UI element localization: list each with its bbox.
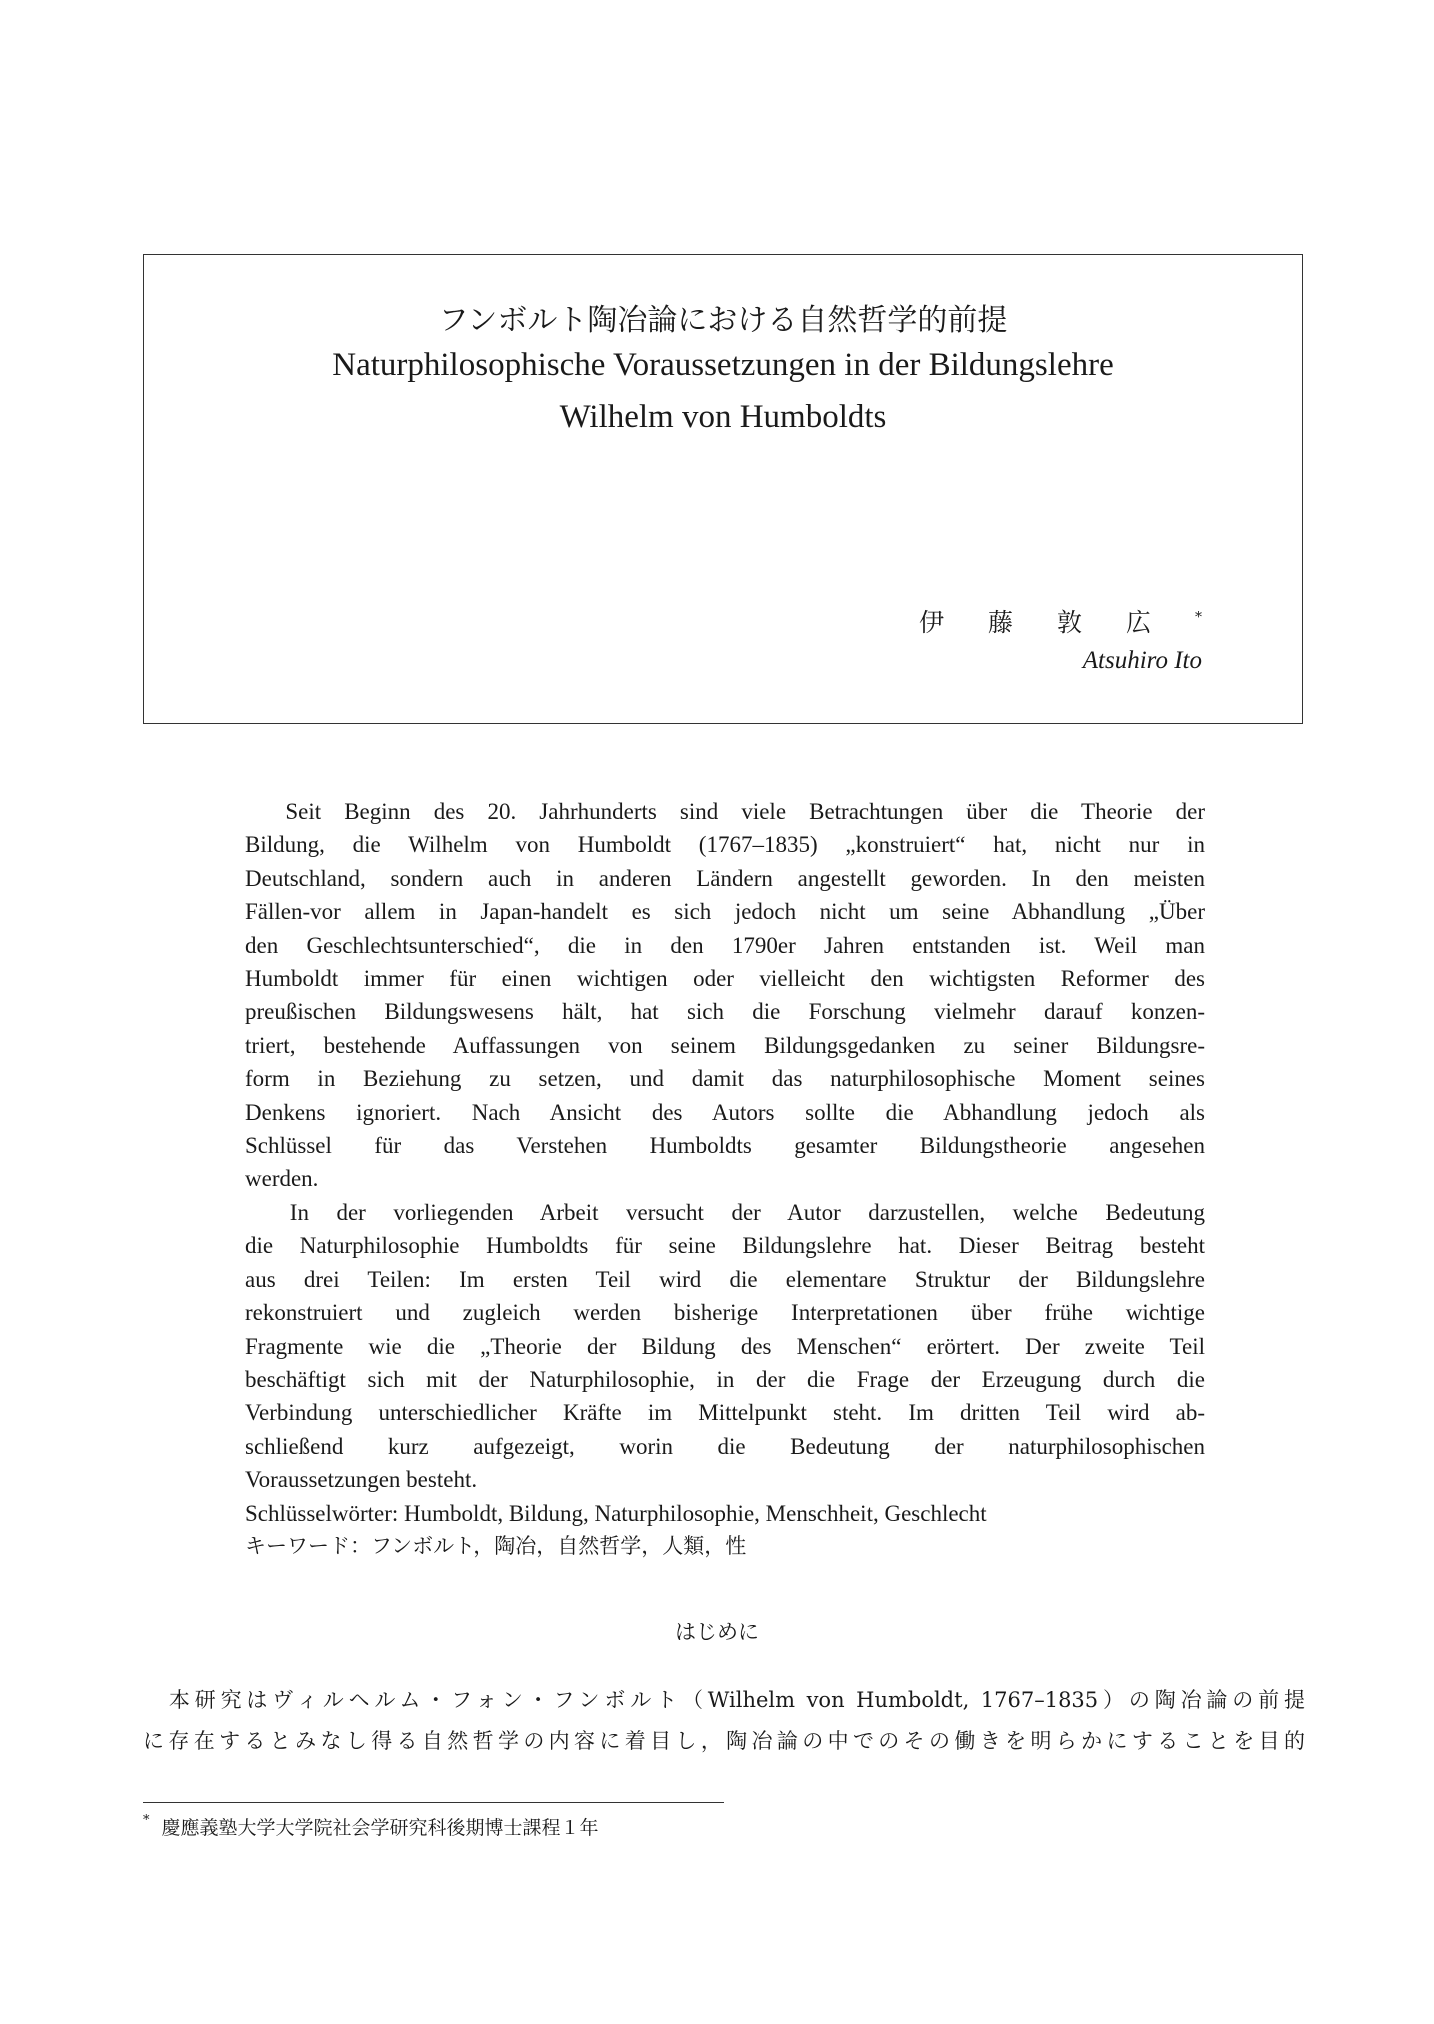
abstract-line: Seit Beginn des 20. Jahrhunderts sind viele Betrachtungen über die Theorie der <box>245 799 1205 824</box>
abstract-line: Schlüssel für das Verstehen Humboldts gesamter Bildungstheorie angesehen <box>245 1133 1205 1159</box>
body-text <box>143 1680 1305 1762</box>
abstract-line: die Naturphilosophie Humboldts für seine Bildungslehre hat. Dieser Beitrag besteht <box>245 1233 1205 1259</box>
abstract-line: beschäftigt sich mit der Naturphilosophie, in der die Frage der Erzeugung durch die <box>245 1366 1205 1392</box>
keywords-german: Schlüsselwörter: Humboldt, Bildung, Naturphilosophie, Menschheit, Geschlecht <box>245 1500 987 1526</box>
title-box <box>143 254 1303 724</box>
abstract <box>245 795 1205 1563</box>
author-name-jp: 伊藤敦広 <box>918 608 1195 637</box>
abstract-line: Humboldt immer für einen wichtigen oder vielleicht den wichtigsten Reformer des <box>245 966 1205 992</box>
section-heading: はじめに <box>675 1620 759 1644</box>
footnote <box>143 1813 599 1840</box>
abstract-line: triert, bestehende Auffassungen von seinem Bildungsgedanken zu seiner Bildungsre- <box>245 1032 1205 1058</box>
abstract-line: Denkens ignoriert. Nach Ansicht des Autors sollte die Abhandlung jedoch als <box>245 1099 1205 1125</box>
footnote-rule <box>143 1802 724 1803</box>
abstract-line: schließend kurz aufgezeigt, worin die Bedeutung der naturphilosophischen <box>245 1433 1205 1459</box>
title-german-line-2: Wilhelm von Humboldts <box>559 399 887 435</box>
abstract-line: den Geschlechtsunterschied“, die in den 1790er Jahren entstanden ist. Weil man <box>245 932 1205 958</box>
body-line: 本研究はヴィルヘルム・フォン・フンボルト（Wilhelm von Humboldt, 1767–1835）の陶冶論の前提 <box>143 1688 1305 1712</box>
abstract-line: In der vorliegenden Arbeit versucht der Autor darzustellen, welche Bedeutung <box>245 1199 1205 1225</box>
footnote-mark: * <box>143 1813 150 1828</box>
abstract-line: Fragmente wie die „Theorie der Bildung des Menschen“ erörtert. Der zweite Teil <box>245 1333 1205 1359</box>
abstract-line: Verbindung unterschiedlicher Kräfte im Mittelpunkt steht. Im dritten Teil wird ab- <box>245 1400 1205 1426</box>
abstract-line: aus drei Teilen: Im ersten Teil wird die elementare Struktur der Bildungslehre <box>245 1266 1205 1292</box>
abstract-line: Fällen-vor allem in Japan-handelt es sich jedoch nicht um seine Abhandlung „Über <box>245 899 1205 925</box>
author-english: Atsuhiro Ito <box>1082 647 1202 674</box>
abstract-line: Bildung, die Wilhelm von Humboldt (1767–1835) „konstruiert“ hat, nicht nur in <box>245 832 1205 858</box>
abstract-line: Voraussetzungen besteht. <box>245 1467 478 1493</box>
abstract-line: Deutschland, sondern auch in anderen Ländern angestellt geworden. In den meisten <box>245 865 1205 891</box>
footnote-text: 慶應義塾大学大学院社会学研究科後期博士課程１年 <box>161 1817 599 1839</box>
title-german-line-1: Naturphilosophische Voraussetzungen in der Bildungslehre <box>332 347 1114 383</box>
abstract-line: preußischen Bildungswesens hält, hat sich die Forschung vielmehr darauf konzen- <box>245 999 1205 1025</box>
author-footnote-mark: * <box>1195 609 1202 626</box>
author-japanese <box>919 603 1202 639</box>
abstract-line: rekonstruiert und zugleich werden bisherige Interpretationen über frühe wichtige <box>245 1300 1205 1326</box>
title-japanese: フンボルト陶冶論における自然哲学的前提 <box>438 303 1008 338</box>
body-line: に存在するとみなし得る自然哲学の内容に着目し，陶冶論の中でのその働きを明らかにすることを目的 <box>143 1729 1305 1753</box>
abstract-line: werden. <box>245 1166 319 1192</box>
keywords-japanese: キーワード：フンボルト，陶冶，自然哲学，人類，性 <box>245 1533 747 1558</box>
abstract-line: form in Beziehung zu setzen, und damit das naturphilosophische Moment seines <box>245 1066 1205 1092</box>
